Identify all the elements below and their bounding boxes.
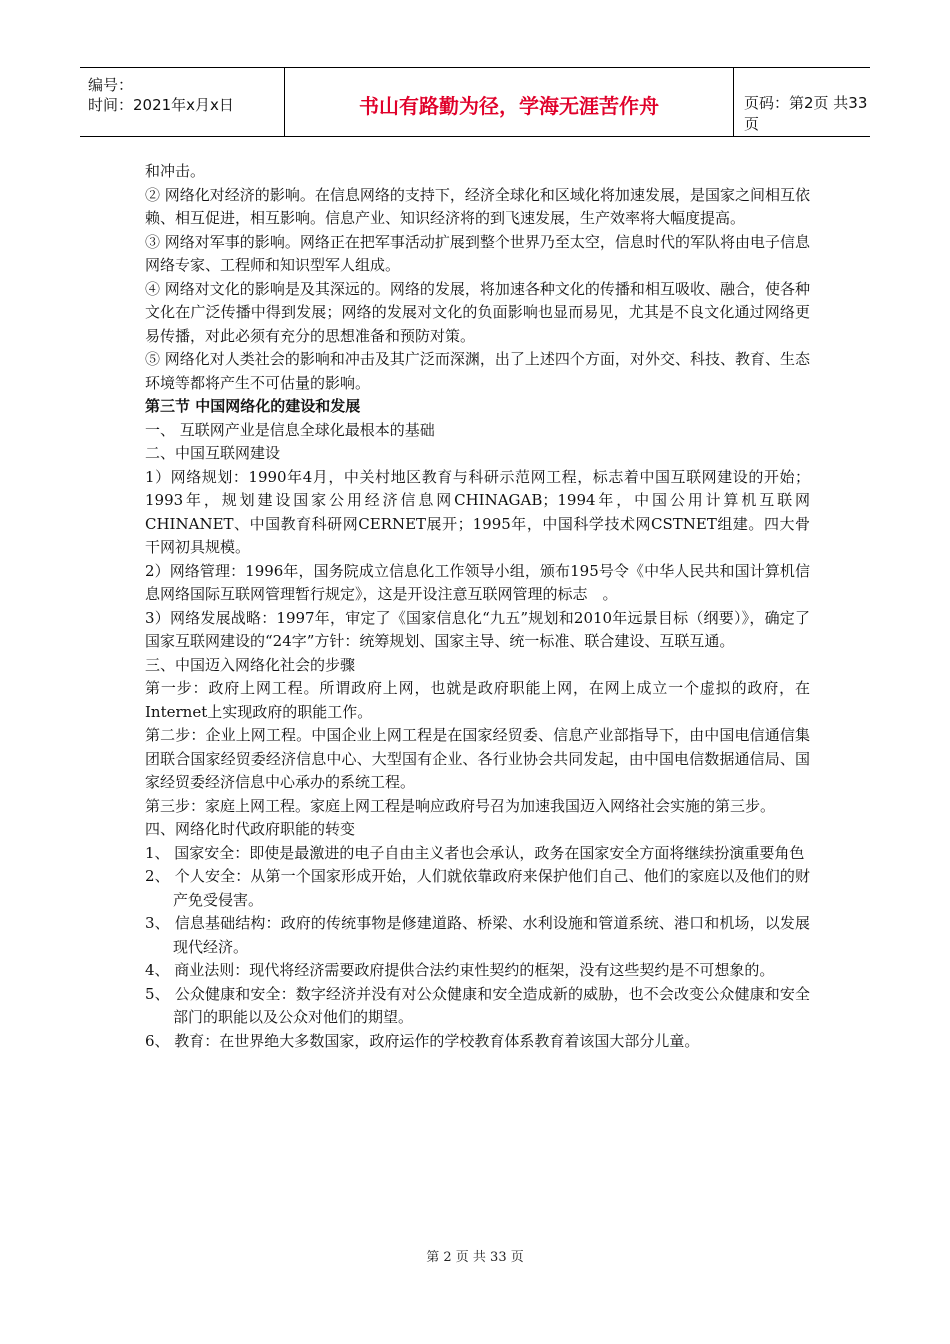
paragraph: 四、网络化时代政府职能的转变	[145, 820, 356, 838]
paragraph: 二、中国互联网建设	[145, 444, 281, 462]
paragraph: ⑤ 网络化对人类社会的影响和冲击及其广泛而深渊，出了上述四个方面，对外交、科技、教育、生态环境等都将产生不可估量的影响。	[145, 350, 810, 392]
list-item: 5、 公众健康和安全：数字经济并没有对公众健康和安全造成新的威胁，也不会改变公众健康和安全部门的职能以及公众对他们的期望。	[145, 984, 810, 1026]
list-item: 3、 信息基础结构：政府的传统事物是修建道路、桥梁、水利设施和管道系统、港口和机场，以发展现代经济。	[145, 914, 810, 956]
page-header	[80, 67, 870, 137]
paragraph: 第二步：企业上网工程。中国企业上网工程是在国家经贸委、信息产业部指导下，由中国电信通信集团联合国家经贸委经济信息中心、大型国有企业、各行业协会共同发起，由中国电信数据通信局、国家经贸委经济信息中心承办的系统工程。	[145, 726, 810, 791]
paragraph: 第一步：政府上网工程。所谓政府上网，也就是政府职能上网，在网上成立一个虚拟的政府，在Internet上实现政府的职能工作。	[145, 679, 810, 721]
page-info: 页码：第2页 共33页	[744, 94, 868, 133]
document-body	[145, 160, 810, 1053]
list-item: 2、 个人安全：从第一个国家形成开始，人们就依靠政府来保护他们自己、他们的家庭以及他们的财产免受侵害。	[145, 867, 810, 909]
motto: 书山有路勤为径，学海无涯苦作舟	[359, 94, 659, 118]
section-heading: 第三节 中国网络化的建设和发展	[145, 397, 361, 415]
list-item: 1、 国家安全：即使是最激进的电子自由主义者也会承认，政务在国家安全方面将继续扮演重要角色	[145, 843, 805, 862]
header-info-cell	[80, 68, 285, 136]
paragraph: 2）网络管理：1996年，国务院成立信息化工作领导小组，颁布195号令《中华人民共和国计算机信息网络国际互联网管理暂行规定》，这是开设注意互联网管理的标志 。	[145, 561, 810, 603]
paragraph: 3）网络发展战略：1997年，审定了《国家信息化“九五”规划和2010年远景目标（纲要）》，确定了国家互联网建设的“24字”方针：统筹规划、国家主导、统一标准、联合建设、互联互通。	[145, 608, 810, 650]
code-label: 编号：	[88, 76, 134, 94]
paragraph: ③ 网络对军事的影响。网络正在把军事活动扩展到整个世界乃至太空，信息时代的军队将由电子信息网络专家、工程师和知识型军人组成。	[145, 232, 810, 274]
paragraph: 第三步：家庭上网工程。家庭上网工程是响应政府号召为加速我国迈入网络社会实施的第三步。	[145, 796, 776, 815]
page-footer: 第 2 页 共 33 页	[426, 1250, 524, 1265]
paragraph: ④ 网络对文化的影响是及其深远的。网络的发展，将加速各种文化的传播和相互吸收、融合，使各种文化在广泛传播中得到发展；网络的发展对文化的负面影响也显而易见，尤其是不良文化通过网络更易传播，对此必须有充分的思想准备和预防对策。	[145, 279, 810, 345]
paragraph: 1）网络规划：1990年4月，中关村地区教育与科研示范网工程，标志着中国互联网建设的开始；1993年，规划建设国家公用经济信息网CHINAGAB；1994年，中国公用计算机互联网CHINANET、中国教育科研网CERNET展开；1995年，中国科学技术网CSTNET组建。四大骨干网初具规模。	[145, 467, 810, 556]
paragraph: 一、 互联网产业是信息全球化最根本的基础	[145, 420, 435, 439]
paragraph: 三、中国迈入网络化社会的步骤	[145, 655, 356, 674]
list-item: 4、 商业法则：现代将经济需要政府提供合法约束性契约的框架，没有这些契约是不可想象的。	[145, 961, 775, 979]
paragraph: ② 网络化对经济的影响。在信息网络的支持下，经济全球化和区域化将加速发展，是国家之间相互依赖、相互促进，相互影响。信息产业、知识经济将的到飞速发展，生产效率将大幅度提高。	[145, 185, 810, 227]
list-item: 6、 教育：在世界绝大多数国家，政府运作的学校教育体系教育着该国大部分儿童。	[145, 1031, 700, 1050]
header-motto-cell	[285, 68, 734, 136]
paragraph: 和冲击。	[145, 162, 206, 180]
header-page-cell	[734, 68, 870, 136]
date-line: 时间：2021年x月x日	[88, 96, 234, 114]
